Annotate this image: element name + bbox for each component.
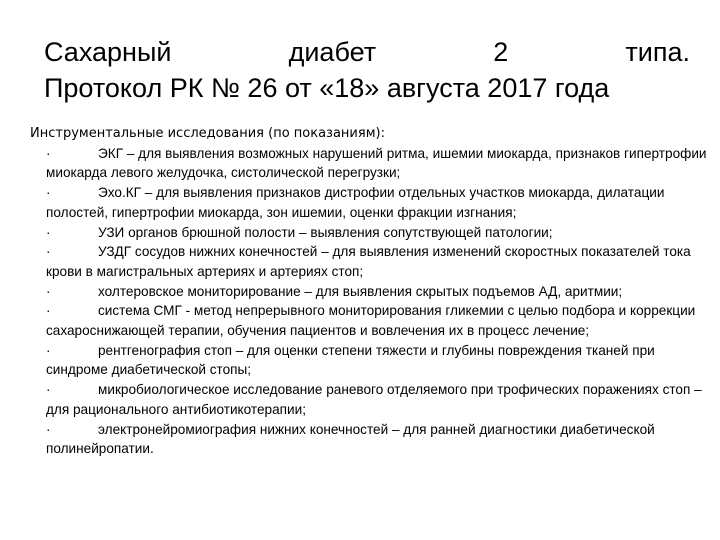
list-item bbox=[30, 341, 720, 380]
bullet-icon: · bbox=[46, 145, 51, 161]
list-item bbox=[30, 223, 720, 243]
list-item bbox=[30, 183, 720, 222]
list-item-text: рентгенография стоп – для оценки степени тяжести и глубины повреждения тканей при синдроме диабетической стопы; bbox=[46, 342, 655, 378]
list-item-text: УЗИ органов брюшной полости – выявления сопутствующей патологии; bbox=[98, 224, 553, 240]
list-item bbox=[30, 144, 720, 183]
slide-title bbox=[44, 34, 690, 106]
bullet-icon: · bbox=[46, 303, 51, 319]
list-item-text: микробиологическое исследование раневого отделяемого при трофических поражениях стоп – для рационального антибиотикотерапии; bbox=[46, 382, 702, 417]
title-word: диабет bbox=[288, 37, 377, 67]
title-line-2: Протокол РК № 26 от «18» августа 2017 года bbox=[44, 73, 610, 103]
bullet-icon: · bbox=[46, 224, 51, 240]
bullet-icon: · bbox=[46, 421, 51, 437]
bullet-icon: · bbox=[46, 382, 51, 398]
list-item-text: ЭКГ – для выявления возможных нарушений ритма, ишемии миокарда, признаков гипертрофии миокарда левого желудочка, систолической перегрузки; bbox=[46, 145, 707, 181]
list-item bbox=[30, 242, 720, 281]
list-item bbox=[30, 380, 720, 419]
list-item-text: электронейромиография нижних конечностей – для ранней диагностики диабетической полинейропатии. bbox=[46, 421, 655, 457]
title-line-1 bbox=[44, 34, 690, 70]
list-item-text: система СМГ - метод непрерывного мониторирования гликемии с целью подбора и коррекции сахароснижающей терапии, обучения пациентов и вовлечения их в процесс лечение; bbox=[46, 303, 696, 339]
list-item bbox=[30, 420, 720, 459]
bullet-icon: · bbox=[46, 342, 51, 358]
bullet-icon: · bbox=[46, 244, 51, 260]
title-word: типа. bbox=[625, 37, 690, 67]
list-item bbox=[30, 282, 720, 302]
bullet-icon: · bbox=[46, 283, 51, 299]
list-item-text: холтеровское мониторирование – для выявления скрытых подъемов АД, аритмии; bbox=[98, 283, 623, 299]
list-item-text: Эхо.КГ – для выявления признаков дистрофии отдельных участков миокарда, дилатации полостей, гипертрофии миокарда, зон ишемии, оценки фракции изгнания; bbox=[46, 185, 665, 220]
title-word: Сахарный bbox=[44, 37, 172, 67]
list-item bbox=[30, 301, 720, 340]
bullet-icon: · bbox=[46, 185, 51, 201]
section-heading: Инструментальные исследования (по показаниям): bbox=[30, 126, 385, 141]
title-word: 2 bbox=[493, 37, 509, 67]
instrumental-studies-section bbox=[30, 124, 720, 459]
list-item-text: УЗДГ сосудов нижних конечностей – для выявления изменений скоростных показателей тока крови в магистральных артериях и артериях стоп; bbox=[46, 244, 691, 279]
